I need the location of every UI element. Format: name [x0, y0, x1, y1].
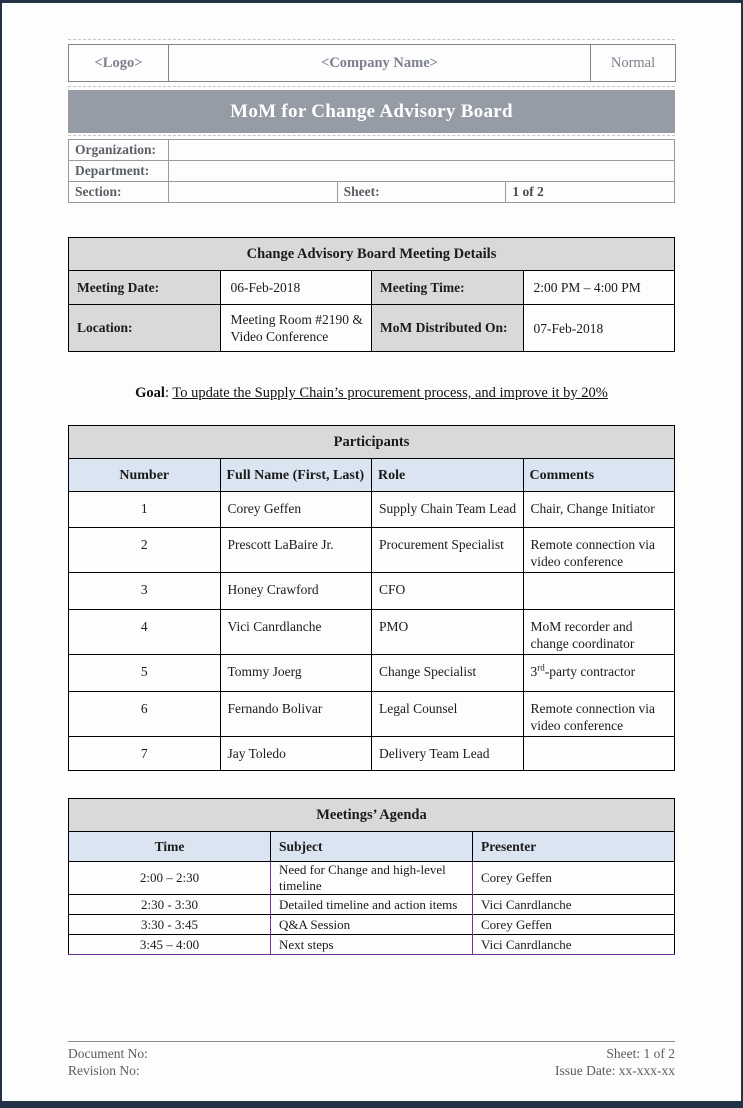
participant-row [69, 737, 675, 771]
participants-table [68, 425, 675, 771]
agenda-subject: Next steps [271, 935, 473, 955]
sheet-label: Sheet: [337, 182, 506, 203]
agenda-time: 2:30 - 3:30 [69, 895, 271, 915]
agenda-subject: Detailed timeline and action items [271, 895, 473, 915]
participant-comment: Chair, Change Initiator [523, 492, 675, 528]
participant-row [69, 610, 675, 655]
goal-separator: : [164, 385, 173, 401]
participant-comment [523, 737, 675, 771]
footer-issue-date: Issue Date: xx-xxx-xx [555, 1063, 675, 1078]
participant-row [69, 573, 675, 610]
participant-number: 4 [69, 610, 221, 655]
organization-label: Organization: [69, 140, 169, 161]
agenda-presenter: Corey Geffen [473, 862, 675, 895]
meeting-details-title-row [69, 238, 675, 271]
participant-role: Procurement Specialist [372, 528, 524, 573]
section-label: Section: [69, 182, 169, 203]
participant-role: Change Specialist [372, 655, 524, 692]
section-value-field[interactable] [169, 182, 338, 203]
header-row [69, 45, 676, 82]
goal-label: Goal [135, 385, 165, 401]
participant-name: Vici Canrdlanche [220, 610, 372, 655]
meeting-date-time-row [69, 271, 675, 305]
agenda-presenter: Vici Canrdlanche [473, 895, 675, 915]
agenda-presenter: Vici Canrdlanche [473, 935, 675, 955]
location-value: Meeting Room #2190 & Video Conference [220, 305, 372, 352]
participant-row [69, 655, 675, 692]
participant-comment [523, 573, 675, 610]
column-header-time: Time [69, 832, 271, 862]
ordinal-rest: -party contractor [544, 664, 636, 679]
agenda-subject: Need for Change and high-level timeline [271, 862, 473, 895]
classification-label: Normal [591, 45, 676, 82]
participant-name: Honey Crawford [220, 573, 372, 610]
participant-number: 3 [69, 573, 221, 610]
column-header-role: Role [372, 459, 524, 492]
footer-sheet: Sheet: 1 of 2 [606, 1046, 675, 1061]
ordinal-suffix: rd [537, 662, 545, 673]
footer-right [555, 1045, 675, 1079]
document-title-banner: MoM for Change Advisory Board [68, 90, 675, 133]
agenda-header-row [69, 832, 675, 862]
department-row [69, 161, 675, 182]
meeting-time-value: 2:00 PM – 4:00 PM [523, 271, 675, 305]
agenda-table [68, 798, 675, 955]
goal-text: To update the Supply Chain’s procurement process, and improve it by 20% [172, 385, 608, 401]
column-header-subject: Subject [271, 832, 473, 862]
participant-comment [523, 655, 675, 692]
table-gridline [68, 39, 675, 40]
organization-row [69, 140, 675, 161]
participant-row [69, 692, 675, 737]
agenda-time: 2:00 – 2:30 [69, 862, 271, 895]
department-value-field[interactable] [169, 161, 675, 182]
organization-value-field[interactable] [169, 140, 675, 161]
section-row [69, 182, 675, 203]
participants-title: Participants [69, 426, 675, 459]
agenda-presenter: Corey Geffen [473, 915, 675, 935]
participant-role: Supply Chain Team Lead [372, 492, 524, 528]
column-header-number: Number [69, 459, 221, 492]
mom-distributed-value: 07-Feb-2018 [523, 305, 675, 352]
participant-name: Prescott LaBaire Jr. [220, 528, 372, 573]
participant-number: 2 [69, 528, 221, 573]
meeting-date-value: 06-Feb-2018 [220, 271, 372, 305]
agenda-row [69, 935, 675, 955]
participant-number: 1 [69, 492, 221, 528]
location-label: Location: [69, 305, 221, 352]
agenda-time: 3:30 - 3:45 [69, 915, 271, 935]
meeting-details-title: Change Advisory Board Meeting Details [69, 238, 675, 271]
participant-row [69, 492, 675, 528]
participant-name: Corey Geffen [220, 492, 372, 528]
agenda-row [69, 915, 675, 935]
participant-number: 5 [69, 655, 221, 692]
column-header-presenter: Presenter [473, 832, 675, 862]
participant-comment: MoM recorder and change coordinator [523, 610, 675, 655]
meeting-date-label: Meeting Date: [69, 271, 221, 305]
column-header-comments: Comments [523, 459, 675, 492]
document-no-label: Document No: [68, 1046, 148, 1061]
agenda-row [69, 862, 675, 895]
participant-row [69, 528, 675, 573]
participant-number: 6 [69, 692, 221, 737]
agenda-title: Meetings’ Agenda [69, 799, 675, 832]
goal-statement [68, 384, 675, 402]
agenda-time: 3:45 – 4:00 [69, 935, 271, 955]
footer-left [68, 1045, 148, 1079]
participant-comment: Remote connection via video conference [523, 692, 675, 737]
agenda-row [69, 895, 675, 915]
logo-placeholder: <Logo> [69, 45, 169, 82]
company-name-placeholder: <Company Name> [169, 45, 591, 82]
participants-title-row [69, 426, 675, 459]
participant-role: Delivery Team Lead [372, 737, 524, 771]
location-distribution-row [69, 305, 675, 352]
participants-header-row [69, 459, 675, 492]
revision-no-label: Revision No: [68, 1063, 140, 1078]
agenda-title-row [69, 799, 675, 832]
participant-role: Legal Counsel [372, 692, 524, 737]
header-table [68, 44, 676, 82]
participant-number: 7 [69, 737, 221, 771]
department-label: Department: [69, 161, 169, 182]
bottom-accent-bar [0, 1101, 743, 1108]
mom-distributed-label: MoM Distributed On: [372, 305, 524, 352]
page-content [68, 39, 675, 955]
participant-role: CFO [372, 573, 524, 610]
meeting-details-table [68, 237, 675, 352]
meeting-time-label: Meeting Time: [372, 271, 524, 305]
table-gridline [68, 86, 675, 87]
participant-name: Fernando Bolivar [220, 692, 372, 737]
participant-name: Tommy Joerg [220, 655, 372, 692]
sheet-value: 1 of 2 [506, 182, 675, 203]
ordinal-base: 3 [530, 664, 538, 679]
table-gridline [68, 135, 675, 136]
participant-name: Jay Toledo [220, 737, 372, 771]
participant-role: PMO [372, 610, 524, 655]
document-info-table [68, 139, 675, 203]
column-header-name: Full Name (First, Last) [220, 459, 372, 492]
agenda-subject: Q&A Session [271, 915, 473, 935]
page-footer [68, 1041, 675, 1079]
participant-comment: Remote connection via video conference [523, 528, 675, 573]
